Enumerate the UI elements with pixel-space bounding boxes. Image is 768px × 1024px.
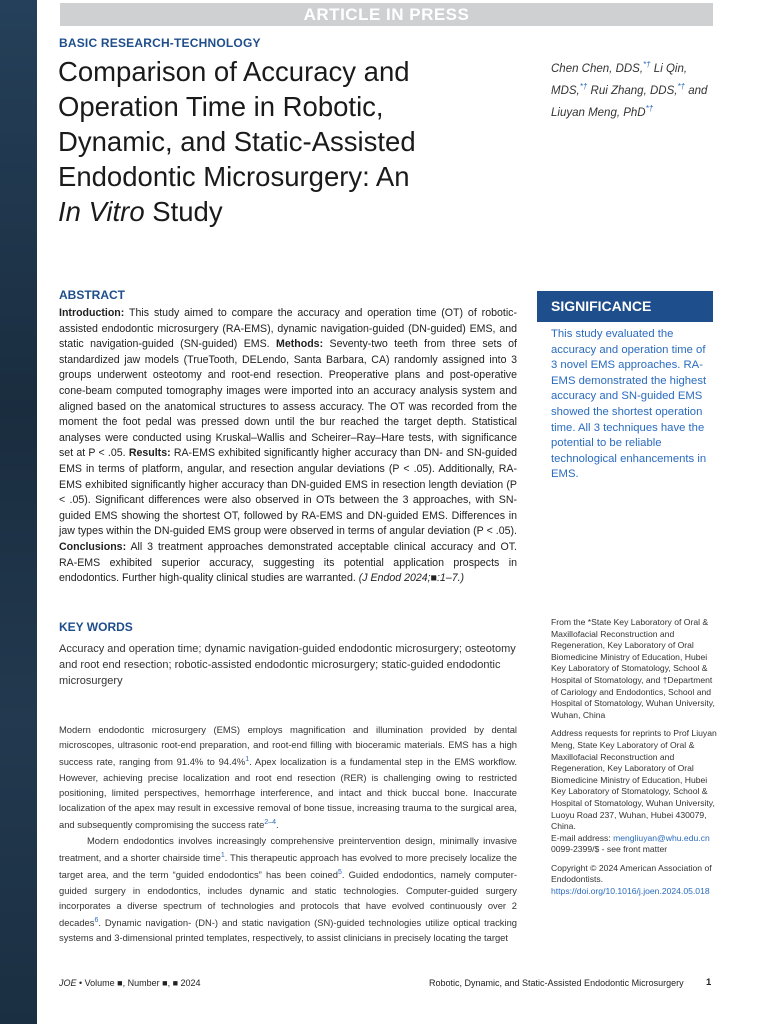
title-line: Operation Time in Robotic,: [58, 91, 384, 122]
spine-texture: [0, 0, 37, 1024]
body-text-run: . This therapeutic approach has evolved to more precisely localize the target area, and the term “guided endodontics” has been coined: [59, 852, 517, 881]
abstract-methods-label: Methods:: [276, 338, 324, 351]
body-text-run: . Guided endodontics, namely computer-guided surgery in endodontics, includes dynamic and static technologies. Computer-guided surgery incorporates a diverse spectrum of technologies and protocols that have evolved continuously over 2 decades: [59, 869, 518, 929]
author: and Liuyan Meng, PhD: [551, 84, 708, 119]
reference-link[interactable]: 2–4: [264, 819, 277, 827]
journal-abbrev: JOE: [59, 978, 77, 988]
issn-text: 0099-2399/$ - see front matter: [551, 844, 668, 855]
significance-heading: SIGNIFICANCE: [537, 291, 713, 322]
copyright-block: [551, 863, 717, 898]
footer-journal: [59, 978, 201, 988]
footer-issue: • Volume ■, Number ■, ■ 2024: [76, 978, 201, 988]
doi-link[interactable]: https://doi.org/10.1016/j.joen.2024.05.018: [551, 886, 710, 897]
author: Li Qin, MDS,: [551, 62, 688, 97]
reference-link[interactable]: 1: [220, 851, 225, 859]
body-paragraph: [59, 833, 517, 946]
email-link[interactable]: mengliuyan@whu.edu.cn: [613, 832, 710, 843]
copyright-text: Copyright © 2024 American Association of Endodontists.: [551, 862, 712, 885]
title-line: [58, 194, 518, 229]
keywords-text: Accuracy and operation time; dynamic navigation-guided endodontic microsurgery; osteotomy and root end resection; robotic-assisted endodontic microsurgery; static-guided endodontic microsurgery: [59, 643, 516, 687]
body-text-run: Modern endodontic microsurgery (EMS) employs magnification and illumination provided by dental microscopes, ultrasonic root-end preparation, and root-end filling with bioceramic materials. EMS has a high success rate, ranging from 91.4% to 94.4%: [59, 724, 517, 768]
author-list: [551, 56, 721, 121]
body-text-run: Modern endodontics involves increasingly comprehensive preintervention design, minimally invasive treatment, and a shorter chairside time: [59, 834, 517, 863]
article-title: [58, 54, 518, 229]
abstract-intro: This study aimed to compare the accuracy and operation time (OT) of robotic-assisted endodontic microsurgery (RA-EMS), dynamic navigation-guided (DN-guided) EMS, and static navigation-guided (SN-guided) EMS.: [59, 307, 517, 351]
abstract-results: RA-EMS exhibited significantly higher accuracy than DN- and SN-guided EMS in terms of platform, angular, and resection angular deviations (P < .05). Additionally, RA-EMS exhibited significantly higher accuracy than DN-guided EMS in resection length deviation (P < .05). Significant differences were also observed in OTs between the 3 approaches, with SN-guided EMS showing the shortest OT, followed by RA-EMS and DN-guided EMS. Differences in jaw types within the DN-guided EMS group were observed in terms of angular deviation (P < .05).: [59, 447, 517, 538]
author: Chen Chen, DDS,: [551, 62, 644, 75]
title-italic: In Vitro: [58, 196, 145, 227]
section-label: BASIC RESEARCH-TECHNOLOGY: [59, 36, 261, 50]
title-line: Endodontic Microsurgery: An: [58, 161, 410, 192]
author-affiliation-link[interactable]: *†: [645, 103, 654, 113]
body-text-run: .: [276, 819, 279, 831]
page-number: 1: [706, 977, 712, 988]
title-end: Study: [144, 196, 223, 227]
body-text-run: . Dynamic navigation- (DN-) and static navigation (SN)-guided technologies utilize optical tracking systems and 3-dimensional printed templates, respectively, to assist clinicians in precisely locating the target: [59, 917, 517, 944]
author-affiliation-link[interactable]: *†: [579, 81, 588, 91]
body-paragraph: [59, 722, 517, 833]
affiliations-block: [551, 617, 717, 905]
author-affiliation-link[interactable]: *†: [643, 60, 651, 69]
abstract-methods: Seventy-two teeth from three sets of standardized jaw models (TrueTooth, DELendo, Santa Barbara, CA) randomly assigned into 3 groups underwent osteotomy and root-end resection. Preoperative plans and post-operative cone-beam computed tomography images were imported into an accuracy analysis system and aligned based on the anatomical structures to assess accuracy. The OT was recorded from the moment the foot pedal was pressed down until the bur reached the target depth. Statistical analyses were conducted using Kruskal–Wallis and Scheirer–Ray–Hare tests, with significance set at P < .05.: [59, 338, 517, 460]
reference-link[interactable]: 6: [94, 916, 99, 924]
abstract-heading: ABSTRACT: [59, 288, 125, 302]
journal-spine: [0, 0, 37, 1024]
abstract-intro-label: Introduction:: [59, 307, 125, 319]
abstract-text: [59, 306, 517, 587]
reference-link[interactable]: 1: [245, 756, 250, 764]
article-in-press-banner: ARTICLE IN PRESS: [60, 3, 713, 26]
body-text: [59, 722, 517, 945]
abstract-conclusions-label: Conclusions:: [59, 540, 127, 553]
keywords-heading: KEY WORDS: [59, 620, 133, 634]
title-line: Comparison of Accuracy and: [58, 56, 410, 87]
address-text: Address requests for reprints to Prof Liuyan Meng, State Key Laboratory of Oral & Maxillofacial Reconstruction and Regeneration, Key Laboratory of Oral Biomedicine Ministry of Education, Hubei Key Laboratory of Stomatology, School & Hospital of Stomatology, Wuhan University, Luoyu Road 237, Wuhan, Hubei 430079, China.: [551, 728, 717, 832]
correspondence-address: [551, 728, 717, 856]
body-text-run: . Apex localization is a fundamental step in the EMS workflow. However, achieving precise localization and root end resection (RER) is challenging owing to restricted positioning, limited perspectives, hemorrhage interference, and intact and thick buccal bone. Inaccurate localization of the apex may result in excessive removal of bone tissue, increasing trauma to the surgical area, and subsequently compromising the success rate: [59, 756, 517, 831]
email-label: E-mail address:: [551, 832, 614, 843]
footer-running-title: Robotic, Dynamic, and Static-Assisted Endodontic Microsurgery: [429, 978, 684, 988]
author: Rui Zhang, DDS,: [587, 84, 678, 97]
reference-link[interactable]: 5: [337, 869, 342, 877]
significance-text: This study evaluated the accuracy and operation time of 3 novel EMS approaches. RA-EMS demonstrated the highest accuracy and SN-guided EMS showed the shortest operation time. All 3 techniques have the potential to be reliable technological enhancements in EMS.: [551, 328, 707, 481]
abstract-citation: (J Endod 2024;■:1–7.): [358, 572, 465, 585]
affiliation-from: From the *State Key Laboratory of Oral & Maxillofacial Reconstruction and Regeneration, Key Laboratory of Oral Biomedicine Ministry of Education, Hubei Key Laboratory of Stomatology, School & Hospital of Stomatology, and †Department of Cariology and Endodontics, School and Hospital of Stomatology, Wuhan University, Wuhan, China: [551, 617, 715, 720]
author-affiliation-link[interactable]: *†: [677, 81, 685, 91]
abstract-conclusions: All 3 treatment approaches demonstrated acceptable clinical accuracy and OT. RA-EMS exhibited superior accuracy, suggesting its potential application prospects in endodontics. Further high-quality clinical studies are warranted.: [59, 540, 517, 585]
title-line: Dynamic, and Static-Assisted: [58, 126, 416, 157]
abstract-results-label: Results:: [128, 447, 171, 460]
